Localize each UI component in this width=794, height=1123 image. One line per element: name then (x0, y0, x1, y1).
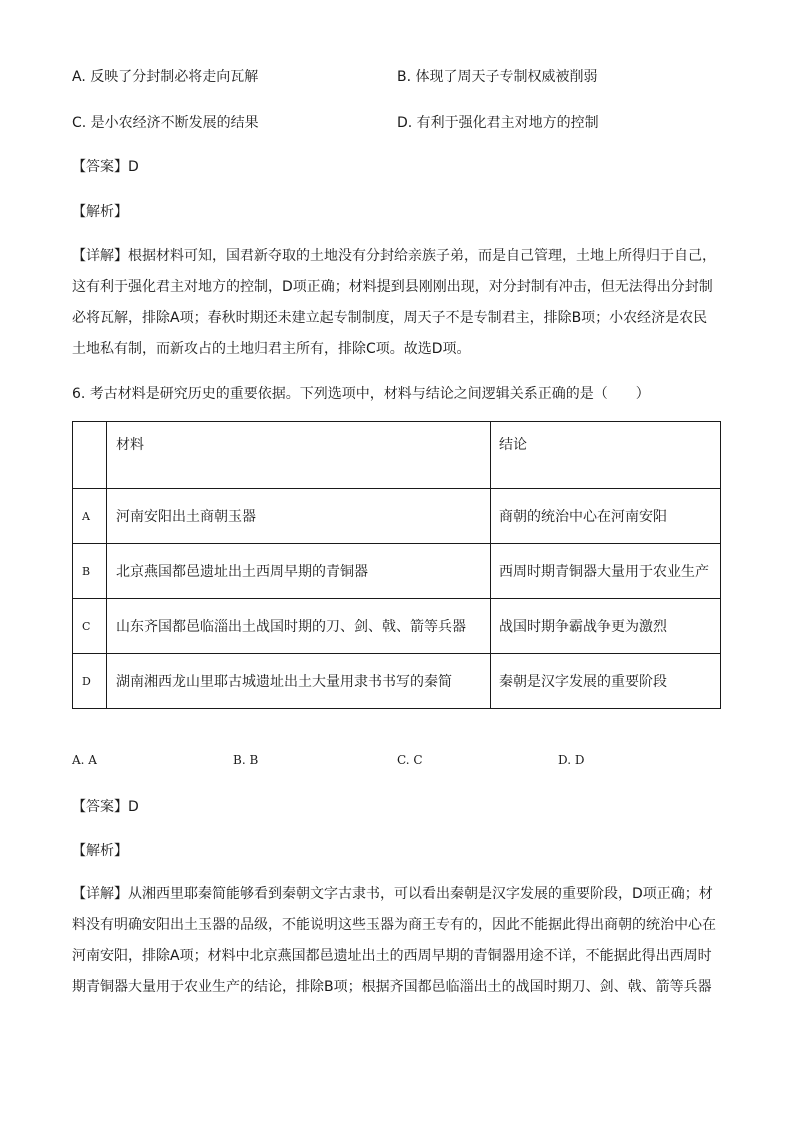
q5-option-c: C. 是小农经济不断发展的结果 (72, 115, 259, 131)
q6-option-a: A. A (72, 753, 97, 767)
table-header-material: 材料 (107, 422, 491, 489)
q5-detail (72, 241, 722, 365)
q6-option-c: C. C (397, 753, 423, 767)
q6-detail (72, 879, 722, 1003)
q6-table (72, 421, 721, 709)
q6-detail-line: 期青铜器大量用于农业生产的结论，排除B项；根据齐国都邑临淄出土的战国时期刀、剑、戟、箭等兵器 (72, 979, 712, 995)
q6-answer: 【答案】D (72, 799, 139, 815)
table-cell-letter: A (73, 489, 107, 544)
table-cell-material: 河南安阳出土商朝玉器 (107, 489, 491, 544)
q5-answer: 【答案】D (72, 159, 139, 175)
table-row (73, 544, 721, 599)
q6-stem: 6. 考古材料是研究历史的重要依据。下列选项中，材料与结论之间逻辑关系正确的是（ ） (72, 386, 650, 402)
q5-detail-line: 这有利于强化君主对地方的控制，D项正确；材料提到县刚刚出现，对分封制有冲击，但无法得出分封制 (72, 279, 713, 295)
table-row (73, 489, 721, 544)
table-row (73, 654, 721, 709)
q5-analysis-label: 【解析】 (72, 204, 128, 220)
table-cell-conclusion: 战国时期争霸战争更为激烈 (491, 599, 721, 654)
q6-option-d: D. D (558, 753, 585, 767)
q5-option-b: B. 体现了周天子专制权威被削弱 (397, 69, 598, 85)
table-cell-material: 北京燕国都邑遗址出土西周早期的青铜器 (107, 544, 491, 599)
q6-detail-line: 料没有明确安阳出土玉器的品级，不能说明这些玉器为商王专有的，因此不能据此得出商朝的统治中心在 (72, 917, 716, 933)
table-header-row (73, 422, 721, 489)
q5-option-d: D. 有利于强化君主对地方的控制 (397, 115, 599, 131)
table-cell-letter (73, 422, 107, 489)
q5-detail-line: 必将瓦解，排除A项；春秋时期还未建立起专制制度，周天子不是专制君主，排除B项；小农经济是农民 (72, 310, 708, 326)
q6-detail-line: 河南安阳，排除A项；材料中北京燕国都邑遗址出土的西周早期的青铜器用途不详，不能据此得出西周时 (72, 948, 712, 964)
q5-detail-line: 土地私有制，而新攻占的土地归君主所有，排除C项。故选D项。 (72, 341, 471, 357)
q5-option-a: A. 反映了分封制必将走向瓦解 (72, 69, 259, 85)
table-cell-letter: B (73, 544, 107, 599)
table-cell-conclusion: 商朝的统治中心在河南安阳 (491, 489, 721, 544)
table-header-conclusion: 结论 (491, 422, 721, 489)
table-row (73, 599, 721, 654)
table-cell-letter: C (73, 599, 107, 654)
table-cell-material: 湖南湘西龙山里耶古城遗址出土大量用隶书书写的秦简 (107, 654, 491, 709)
table-cell-conclusion: 秦朝是汉字发展的重要阶段 (491, 654, 721, 709)
table-cell-material: 山东齐国都邑临淄出土战国时期的刀、剑、戟、箭等兵器 (107, 599, 491, 654)
q6-detail-line: 【详解】从湘西里耶秦简能够看到秦朝文字古隶书，可以看出秦朝是汉字发展的重要阶段，D项正确；材 (72, 886, 713, 902)
table-cell-conclusion: 西周时期青铜器大量用于农业生产 (491, 544, 721, 599)
table-cell-letter: D (73, 654, 107, 709)
q5-detail-line: 【详解】根据材料可知，国君新夺取的土地没有分封给亲族子弟，而是自己管理，土地上所得归于自己， (72, 248, 716, 264)
q6-analysis-label: 【解析】 (72, 843, 128, 859)
q6-option-b: B. B (233, 753, 259, 767)
